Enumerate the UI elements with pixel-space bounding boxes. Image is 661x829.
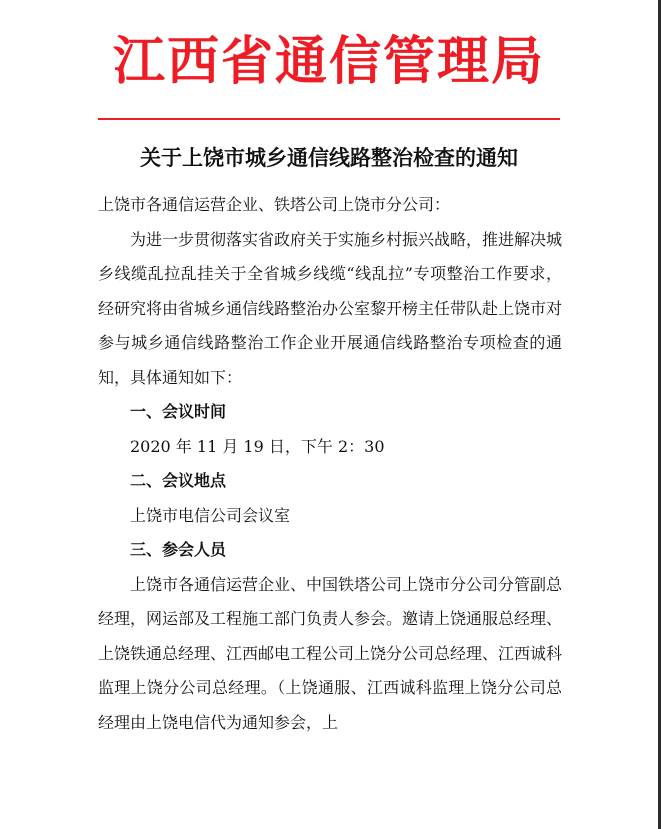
section-heading-attendees: 三、参会人员 — [130, 540, 227, 559]
document-body — [98, 188, 562, 740]
red-header-rule — [98, 118, 560, 120]
salutation: 上饶市各通信运营企业、铁塔公司上饶市分公司： — [98, 195, 451, 214]
document-title: 关于上饶市城乡通信线路整治检查的通知 — [140, 145, 518, 170]
section-content-attendees: 上饶市各通信运营企业、中国铁塔公司上饶市分公司分管副总经理，网运部及工程施工部门负责人参会。邀请上饶通服总经理、上饶铁通总经理、江西邮电工程公司上饶分公司总经理、江西诚科监理上饶分公司总经理。（上饶通服、江西诚科监理上饶分公司总经理由上饶电信代为通知参会，上 — [98, 574, 563, 732]
agency-masthead: 江西省通信管理局 — [112, 32, 545, 92]
section-content-time: 2020 年 11 月 19 日，下午 2：30 — [130, 436, 385, 456]
section-heading-time: 一、会议时间 — [130, 402, 227, 421]
section-heading-location: 二、会议地点 — [130, 471, 227, 490]
intro-paragraph: 为进一步贯彻落实省政府关于实施乡村振兴战略，推进解决城乡线缆乱拉乱挂关于全省城乡线缆“线乱拉”专项整治工作要求，经研究将由省城乡通信线路整治办公室黎开榜主任带队赴上饶市对参与城乡通信线路整治工作企业开展通信线路整治专项检查的通知，具体通知如下： — [98, 229, 563, 387]
section-content-location: 上饶市电信公司会议室 — [130, 505, 291, 525]
